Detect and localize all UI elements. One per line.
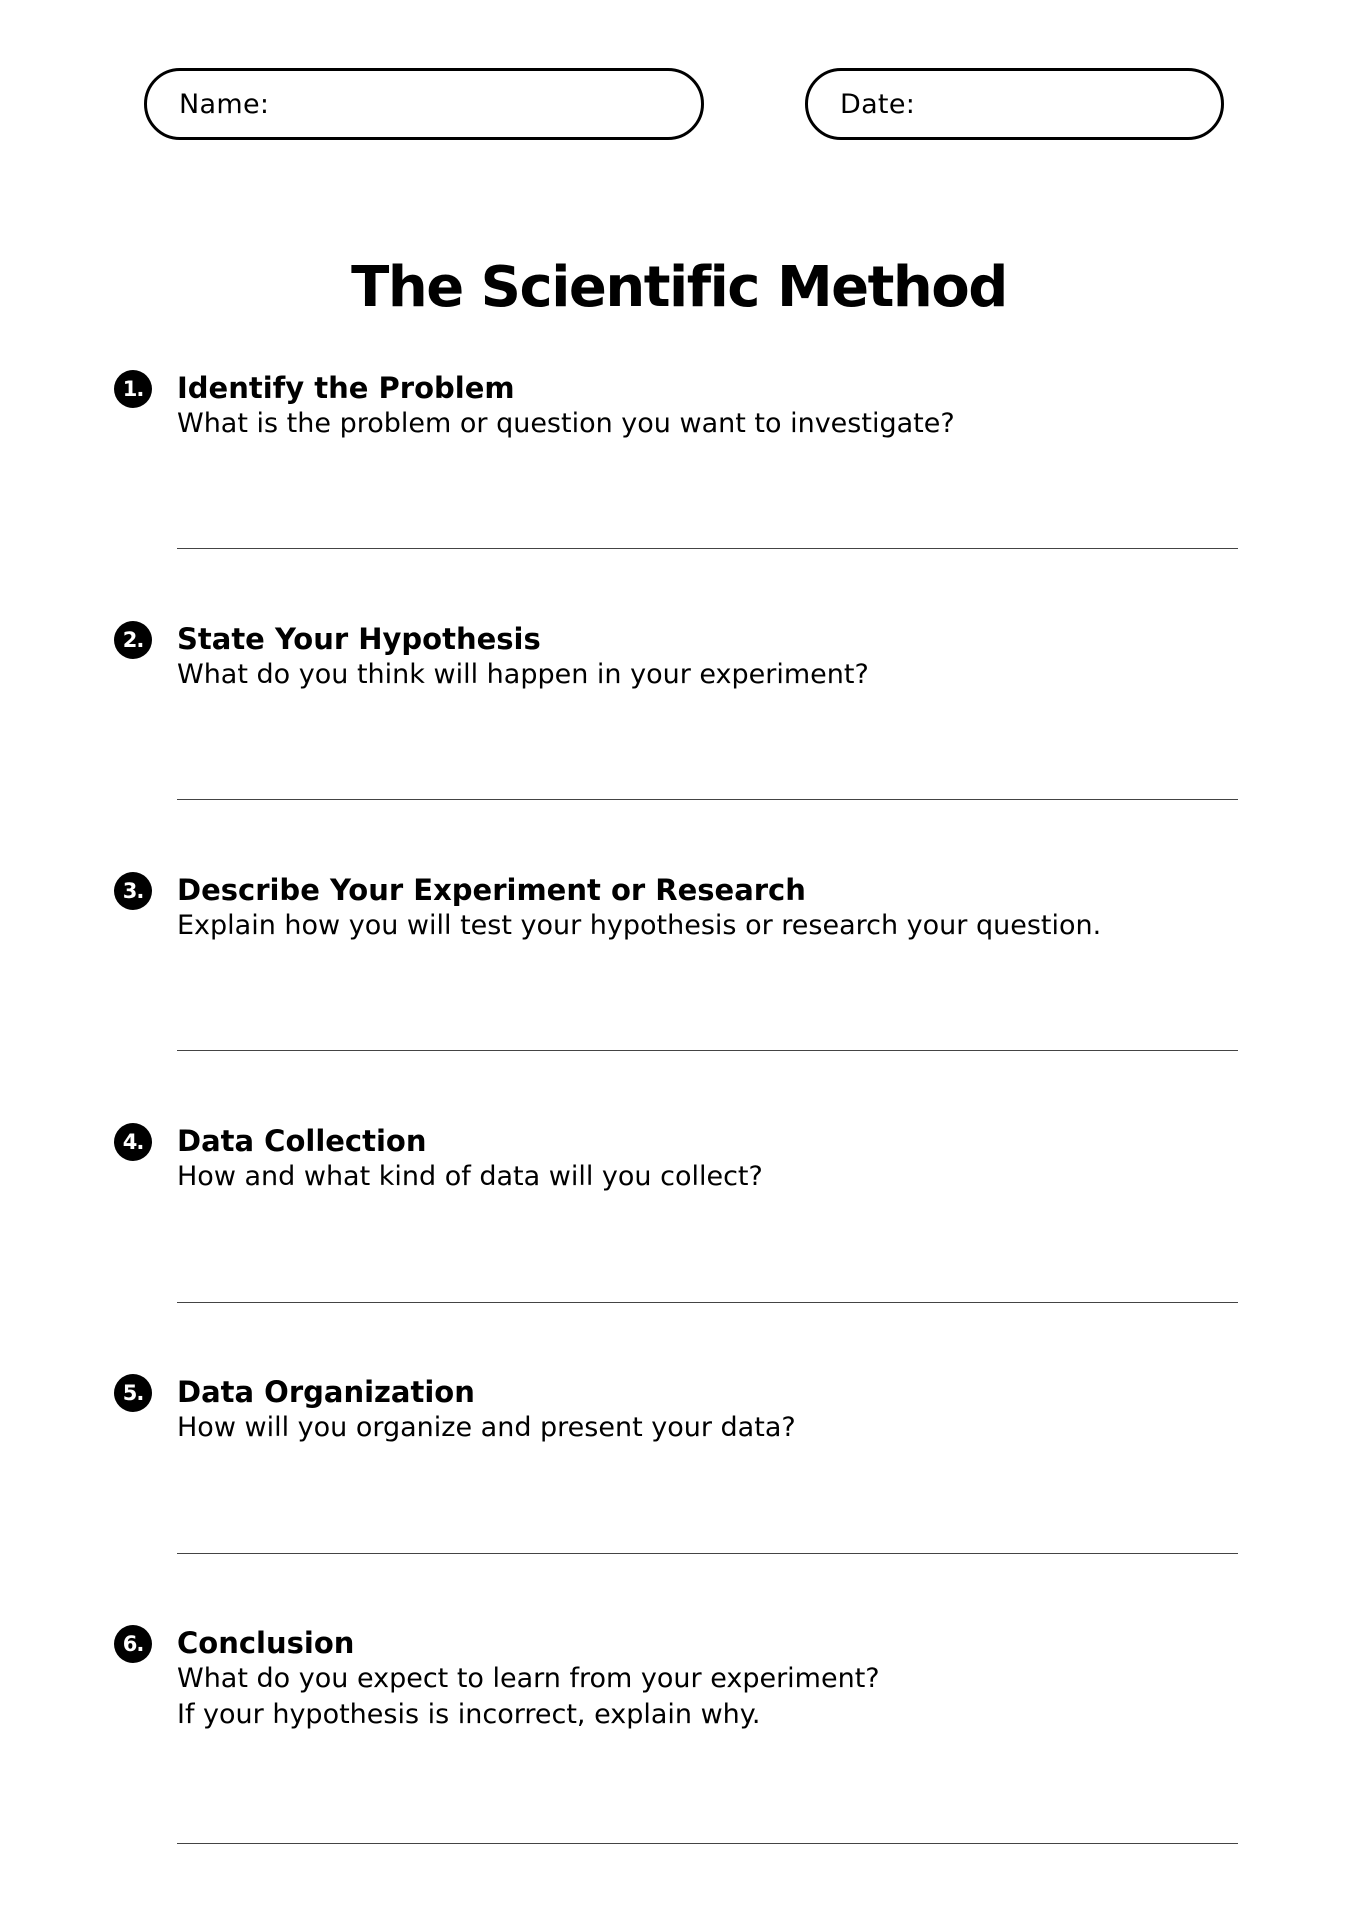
- date-label: Date:: [840, 88, 916, 120]
- section-prompt: How will you organize and present your data?: [177, 1412, 796, 1443]
- answer-line[interactable]: [177, 1843, 1238, 1844]
- step-number-badge: 2.: [114, 621, 152, 659]
- section-prompt: What is the problem or question you want to investigate?: [177, 408, 955, 439]
- section-prompt: Explain how you will test your hypothesis or research your question.: [177, 910, 1102, 941]
- answer-line[interactable]: [177, 1302, 1238, 1303]
- name-label: Name:: [179, 88, 270, 120]
- date-field[interactable]: [805, 68, 1224, 140]
- step-number-badge: 5.: [114, 1374, 152, 1412]
- section-heading: Data Collection: [177, 1124, 427, 1158]
- answer-line[interactable]: [177, 548, 1238, 549]
- answer-line[interactable]: [177, 799, 1238, 800]
- section-prompt: What do you expect to learn from your experiment?: [177, 1663, 880, 1694]
- answer-line[interactable]: [177, 1553, 1238, 1554]
- section-heading: Identify the Problem: [177, 371, 515, 405]
- step-number-badge: 6.: [114, 1625, 152, 1663]
- step-number-badge: 3.: [114, 872, 152, 910]
- answer-line[interactable]: [177, 1050, 1238, 1051]
- step-number-badge: 4.: [114, 1123, 152, 1161]
- section-heading: State Your Hypothesis: [177, 622, 541, 656]
- section-prompt: How and what kind of data will you collect?: [177, 1161, 763, 1192]
- section-heading: Data Organization: [177, 1375, 475, 1409]
- step-number-badge: 1.: [114, 370, 152, 408]
- section-heading: Conclusion: [177, 1626, 355, 1660]
- section-prompt-second-line: If your hypothesis is incorrect, explain why.: [177, 1699, 761, 1730]
- section-prompt: What do you think will happen in your experiment?: [177, 659, 869, 690]
- page-title: The Scientific Method: [351, 255, 1007, 320]
- name-field[interactable]: [144, 68, 704, 140]
- section-heading: Describe Your Experiment or Research: [177, 873, 806, 907]
